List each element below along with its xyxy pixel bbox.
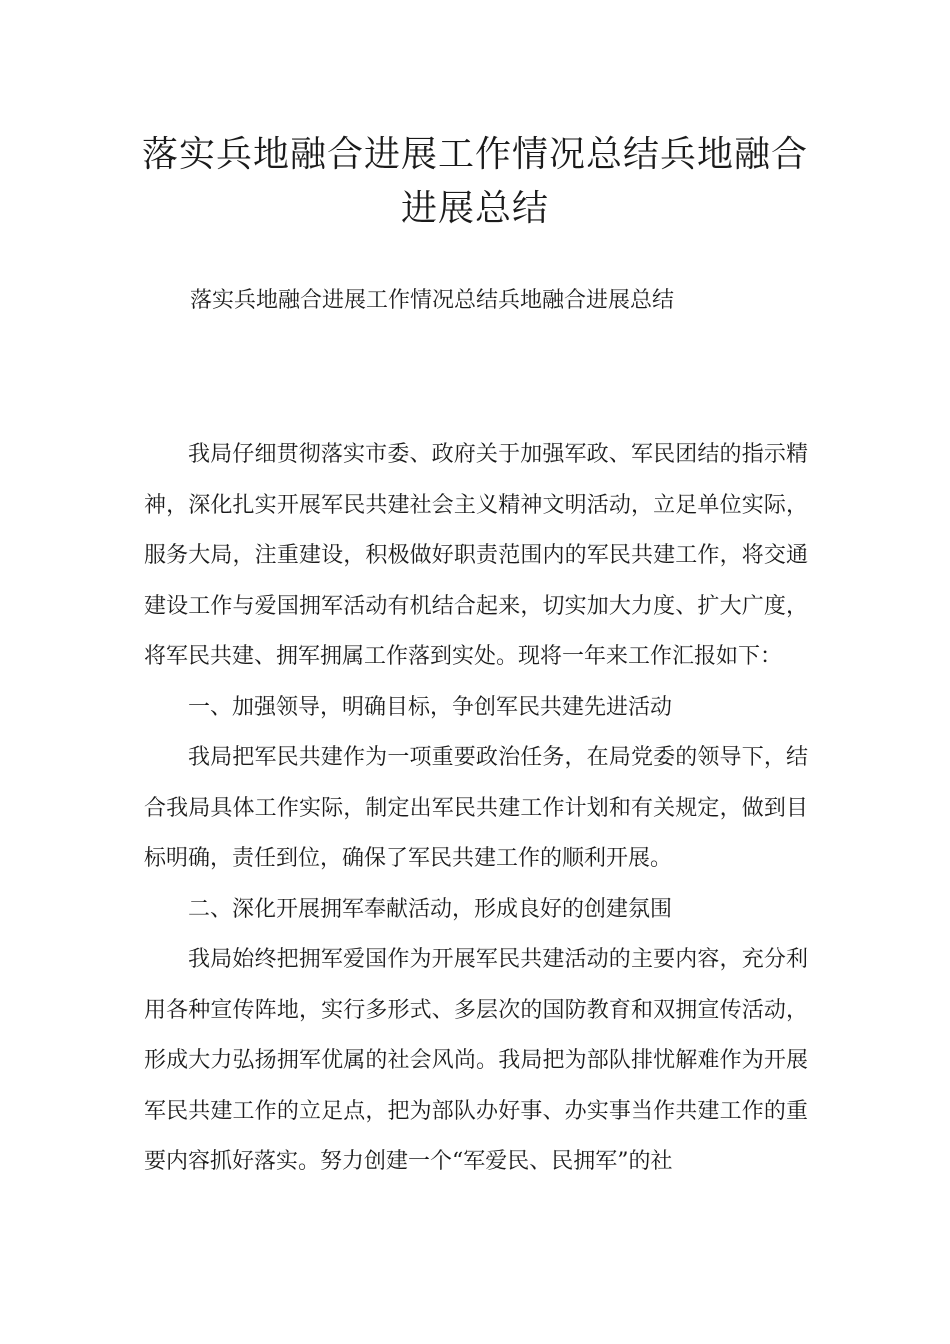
section-heading: 二、深化开展拥军奉献活动，形成良好的创建氛围 [188, 896, 673, 922]
document-subtitle: 落实兵地融合进展工作情况总结兵地融合进展总结 [190, 288, 675, 313]
body-paragraph: 我局仔细贯彻落实市委、政府关于加强军政、军民团结的指示精神，深化扎实开展军民共建社会主义精神文明活动，立足单位实际，服务大局，注重建设，积极做好职责范围内的军民共建工作，将交通建设工作与爱国拥军活动有机结合起来，切实加大力度、扩大广度，将军民共建、拥军拥属工作落到实处。现将一年来工作汇报如下： [144, 442, 808, 669]
document-body [144, 430, 808, 1188]
document-title: 落实兵地融合进展工作情况总结兵地融合进展总结 [141, 134, 808, 229]
section-heading: 一、加强领导，明确目标，争创军民共建先进活动 [188, 694, 673, 720]
body-paragraph: 我局始终把拥军爱国作为开展军民共建活动的主要内容，充分利用各种宣传阵地，实行多形式、多层次的国防教育和双拥宣传活动，形成大力弘扬拥军优属的社会风尚。我局把为部队排忧解难作为开展军民共建工作的立足点，把为部队办好事、办实事当作共建工作的重要内容抓好落实。努力创建一个“军爱民、民拥军”的社 [144, 947, 808, 1174]
body-paragraph: 我局把军民共建作为一项重要政治任务，在局党委的领导下，结合我局具体工作实际，制定出军民共建工作计划和有关规定，做到目标明确，责任到位，确保了军民共建工作的顺利开展。 [144, 745, 808, 871]
